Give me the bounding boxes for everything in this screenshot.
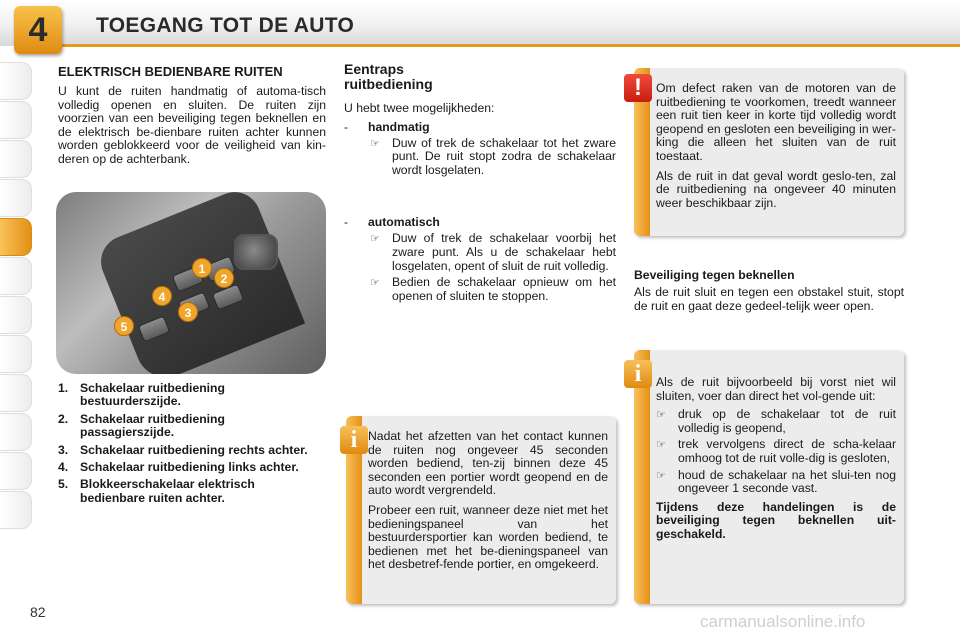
side-tab[interactable] [0,452,32,490]
info-icon: i [340,426,368,454]
info-box-frost [634,350,904,604]
frost-intro: Als de ruit bijvoorbeeld bij vorst niet wil sluiten, voer dan direct het vol-gende uit: [656,375,896,403]
pointing-hand-icon: ☞ [656,439,666,452]
side-tab[interactable] [0,296,32,334]
warning-paragraph: Om defect raken van de motoren van de ruitbediening te voorkomen, treedt wanneer een ruit tien keer in korte tijd volledig wordt geopend en gesloten een beveiliging in wer-king die alleen het sluiten van de ruit toestaat. [656,81,896,163]
chapter-title: TOEGANG TOT DE AUTO [96,14,355,37]
warning-box-motor-protection [634,68,904,236]
auto-heading: - automatisch [344,215,440,230]
callout-5: 5 [114,316,134,336]
info-icon: i [624,360,652,388]
page-number: 82 [30,604,46,620]
box-stripe [634,350,650,604]
legend-item: 5. Blokkeerschakelaar elektrisch bedienbare ruiten achter. [58,477,255,505]
frost-step: ☞ druk op de schakelaar tot de ruit volledig is geopend, [656,407,896,435]
options-intro: U hebt twee mogelijkheden: [344,101,495,115]
pointing-hand-icon: ☞ [656,469,666,482]
frost-step: ☞ trek vervolgens direct de scha-kelaar omhoog tot de ruit volle-dig is gesloten, [656,437,896,465]
side-tab[interactable] [0,257,32,295]
watermark: carmanualsonline.info [700,612,866,631]
side-tab[interactable] [0,140,32,178]
side-tab[interactable] [0,179,32,217]
legend-item: 2. Schakelaar ruitbediening passagierszijde. [58,411,225,440]
callout-4: 4 [152,286,172,306]
chapter-number-badge: 4 [14,6,62,54]
callout-3: 3 [178,302,198,322]
anti-pinch-text: Als de ruit sluit en tegen een obstakel stuit, stopt de ruit en gaat deze gedeel-telijk weer open. [634,285,904,313]
manual-heading: - handmatig [344,119,430,134]
section-title-anti-pinch: Beveiliging tegen beknellen [634,268,795,282]
side-tab[interactable] [0,374,32,412]
frost-closing-note: Tijdens deze handelingen is de beveiliging tegen beknellen uit-geschakeld. [656,499,896,541]
manual-instruction: ☞ Duw of trek de schakelaar tot het zware punt. De ruit stopt zodra de schakelaar wordt losgelaten. [370,135,616,177]
auto-instruction: ☞ Duw of trek de schakelaar voorbij het zware punt. Als u de schakelaar hebt losgelaten, opent of sluit de ruit volledig. [370,231,616,273]
auto-instruction: ☞ Bedien de schakelaar opnieuw om het openen of sluiten te stoppen. [370,275,616,303]
legend-item: 1. Schakelaar ruitbediening bestuurderszijde. [58,381,225,409]
pointing-hand-icon: ☞ [370,277,380,290]
side-tab[interactable] [0,491,32,529]
window-switch-photo [56,192,326,374]
chapter-side-tabs [0,62,36,530]
side-tab[interactable] [0,101,32,139]
pointing-hand-icon: ☞ [370,233,380,246]
info-box-ignition [346,416,616,604]
side-tab[interactable] [0,335,32,373]
callout-1: 1 [192,258,212,278]
side-tab[interactable] [0,413,32,451]
intro-paragraph: U kunt de ruiten handmatig of automa-tisch volledig openen en sluiten. De ruiten zijn voorzien van een beveiliging tegen beknellen en de elektrisch be-dienbare ruiten achter kunnen worden geblokkeerd voor de veiligheid van kin-deren op de achterbank. [58,84,326,166]
anti-pinch-section [634,268,904,313]
info-paragraph: Probeer een ruit, wanneer deze niet met het bedieningspaneel van het bestuurdersportier kan worden bediend, te bedienen met het be-dieningspaneel van het desbetref-fende portier, en omgekeerd. [368,502,608,572]
legend-item: 3. Schakelaar ruitbediening rechts achter. [58,442,308,457]
mirror-control-knob [234,234,278,270]
side-tab[interactable] [0,62,32,100]
section-title-electric-windows: ELEKTRISCH BEDIENBARE RUITEN [58,64,283,79]
warning-icon: ! [624,74,652,102]
callout-2: 2 [214,268,234,288]
frost-step: ☞ houd de schakelaar na het slui-ten nog ongeveer 1 seconde vast. [656,467,896,496]
left-column [58,64,326,167]
pointing-hand-icon: ☞ [370,137,380,150]
legend-item: 4. Schakelaar ruitbediening links achter. [58,460,299,475]
middle-column [344,62,616,303]
photo-legend [58,382,320,509]
pointing-hand-icon: ☞ [656,409,666,422]
side-tab-active[interactable] [0,218,32,256]
section-title-one-touch: Eentraps ruitbediening [344,61,433,92]
info-paragraph: Nadat het afzetten van het contact kunnen de ruiten nog ongeveer 45 seconden worden bediend, ten-zij binnen deze 45 seconden een portier wordt geopend en de auto wordt vergrendeld. [368,429,608,498]
header-rule [60,44,960,47]
warning-paragraph: Als de ruit in dat geval wordt geslo-ten, zal de ruitbediening na ongeveer 40 minuten weer beschikbaar zijn. [656,168,896,210]
